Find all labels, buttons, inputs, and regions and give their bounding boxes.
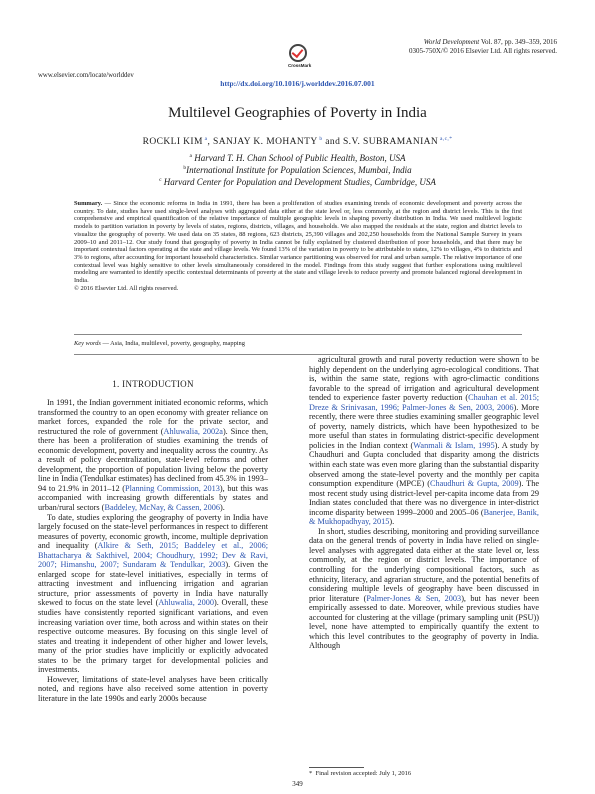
left-column (38, 398, 268, 704)
citation-link[interactable]: Baddeley, McNay, & Cassen, 2006 (104, 503, 220, 513)
body-text: ). The most recent study using district-level per-capita income data from 29 Indian states concluded that there was no divergence in inter-district income disparity between 1999–2000 and 2005–06 ( (309, 479, 539, 517)
abstract-divider (74, 334, 522, 335)
paragraph (38, 398, 268, 513)
page-number: 349 (292, 780, 303, 788)
body-text: ). Since then, there has been a proliferation of studies examining the trends of economic development, poverty and inequality across the country. As a result of policy decentralization, state-level reforms and other development, the proportion of population living below the poverty line in India (Tendulkar estimates) has declined from 45.3% in 1993–94 to 21.9% in 2011–12 ( (38, 426, 269, 493)
author-list (0, 136, 595, 147)
footnote-divider (309, 767, 364, 768)
affiliation-a: $^a$ Harvard T. H. Chan School of Public Health, Boston, USA (189, 153, 406, 163)
body-text: However, limitations of state-level analyses have been critically noted, and regions have also received some attention in poverty literature in the late 1990s and early 2000s because (38, 674, 268, 703)
body-text: ). Overall, these studies have consistently reported significant variations, and even increasing variation over time, both across and within states on their respective outcome measures. By focusing on this single level of states and treating it independent of other higher and lower levels, many of the prior studies have implicitly or explicitly advocated states to be the primary target for developmental policies and investments. (38, 598, 268, 675)
crossmark-label: CrossMark (288, 63, 312, 68)
citation-link[interactable]: Ahluwalia, 2002a (163, 426, 223, 436)
citation-link[interactable]: Wanmali & Islam, 1995 (413, 440, 495, 450)
body-text: In short, studies describing, monitoring and providing surveillance data on the general trends of poverty in India have relied on single-level analyses with aggregated data either at the state level or, less commonly, at the region or district levels. The importance of controlling for the underlying compositional factors, such as ethnicity, literacy, and agrarian structure, and the potential benefits of considering multiple levels of geography have been discussed in prior literature ( (309, 526, 539, 603)
abstract (74, 200, 522, 292)
body-text: ). Given the enlarged scope for state-level initiatives, especially in terms of attracting investment and influencing irrigation and agrarian structure, prior assessments of poverty in India have naturally skewed to focus on the state level ( (38, 560, 268, 608)
section-heading: 1. INTRODUCTION (112, 379, 194, 389)
footnote-text: Final revision accepted: July 1, 2016 (315, 770, 412, 777)
paragraph (38, 675, 268, 704)
crossmark-logo[interactable] (288, 44, 312, 68)
paragraph (309, 355, 539, 527)
doi-link[interactable]: http://dx.doi.org/10.1016/j.worlddev.2016.07.001 (220, 79, 375, 88)
journal-website[interactable]: www.elsevier.com/locate/worlddev (38, 72, 134, 79)
author-affiliation-mark[interactable]: a (202, 136, 208, 142)
journal-volume: Vol. 87, pp. 349–359, 2016 (480, 38, 557, 46)
body-text: ). More recently, there were three studies examining smaller geographic level of poverty, namely districts, which have been hypothesized to be more useful than states in formulating district-specific development policies in the Indian context ( (309, 402, 539, 450)
body-text: ). (389, 517, 395, 527)
citation-link[interactable]: Chaudhuri & Gupta, 2009 (429, 479, 519, 489)
citation-link[interactable]: Palmer-Jones & Sen, 2003 (366, 593, 462, 603)
journal-citation (317, 38, 557, 55)
author-affiliation-mark[interactable]: a,c,* (438, 136, 453, 142)
author-separator: and (322, 137, 343, 148)
author-affiliation-mark[interactable]: b (317, 136, 323, 142)
right-column (309, 355, 539, 651)
body-text: In 1991, the Indian government initiated economic reforms, which transformed the country to an open economy with greater reliance on market forces, expanded the role for the private sector, and restructured the role of government ( (38, 398, 268, 436)
article-title: Multilevel Geographies of Poverty in India (168, 105, 427, 121)
body-text: ). (220, 503, 225, 513)
author-name: SANJAY K. MOHANTY (213, 137, 318, 148)
affiliation-b: $^b$International Institute for Population Sciences, Mumbai, India (183, 165, 412, 175)
footnote (309, 770, 411, 777)
paragraph (38, 513, 268, 675)
abstract-label: Summary. (74, 200, 103, 207)
body-text: ), but has never been empirically assessed to date. Moreover, while previous studies have accounted for clustering at the village (primary sampling unit (PSU)) level, none have attempted to empirically quantify the extent to which this level contributes to the geography of poverty in India. Although (309, 593, 540, 651)
paragraph (309, 527, 539, 651)
crossmark-icon (289, 44, 307, 62)
keywords-text: — Asia, India, multilevel, poverty, geography, mapping (100, 340, 245, 347)
keywords (74, 340, 245, 347)
citation-link[interactable]: Chauhan et al. 2015; Dreze & Srinivasan, 1996; Palmer-Jones & Sen, 2003, 2006 (309, 393, 539, 412)
footnote-mark: * (309, 770, 313, 777)
journal-name: World Development (423, 38, 480, 46)
citation-link[interactable]: Banerjee, Banik, & Mukhopadhyay, 2015 (309, 507, 539, 527)
body-text: To date, studies exploring the geography of poverty in India have largely focused on the state-level performances in respect to different measures of poverty, economic growth, income, multiple deprivation and inequality ( (38, 512, 268, 551)
body-text: ). A study by Chaudhuri and Gupta concluded that disparity among the districts within each state was even more glaring than the substantial disparity observed among the state-level poverty and the monthly per capita consumption expenditure (MPCE) ( (309, 440, 539, 489)
abstract-text: — Since the economic reforms in India in 1991, there has been a proliferation of studies examining trends of economic development and poverty across the country. To date, studies have used single-level analyses with aggregated data either at the state level or, less commonly, at the region and district levels. This is the first comprehensive and empirical quantification of the relative importance of multiple geographic levels in shaping poverty distribution in India. We used multilevel logistic models to partition variation in poverty by levels of states, regions, districts, villages, and households. We also mapped the residuals at the state, region and district levels to visualize the geography of poverty. We used data on 35 states, 88 regions, 623 districts, 25,390 villages and 202,250 households from the National Sample Survey in years 2009–10 and 2011–12. Our study found that geography of poverty in India cannot be fully explained by clustered distribution of poor households, and that there may be important contextual factors operating at the state and village levels. We found 13% of the variation in poverty to be attributable to states, 12% to villages, 4% to districts and 3% to regions, after accounting for important household characteristics. Similar variance partitioning was observed for rural and urban sample. The relative importance of one contextual level was highly sensitive to other levels simultaneously considered in the model. Findings from this study suggest that further explorations using multilevel modeling are warranted to identify specific contextual determinants of poverty at the state and village levels to reduce poverty and promote balanced regional development in India. (74, 200, 522, 285)
copyright: © 2016 Elsevier Ltd. All rights reserved. (74, 284, 179, 292)
keywords-label: Key words (74, 340, 101, 347)
affiliation-c: $^c$ Harvard Center for Population and Development Studies, Cambridge, USA (159, 177, 436, 187)
issn-line: 0305-750X/© 2016 Elsevier Ltd. All rights reserved. (408, 46, 557, 55)
citation-link[interactable]: Ahluwalia, 2000 (158, 598, 214, 608)
author-name: ROCKLI KIM (142, 137, 203, 148)
citation-link[interactable]: Planning Commission, 2013 (124, 483, 220, 493)
author-separator: , (207, 137, 214, 148)
citation-link[interactable]: Alkire & Seth, 2015; Baddeley et al., 2006; Bhattacharya & Sakthivel, 2004; Choudhury, 1992; Dev & Ravi, 2007; Himanshu, 2007; Sundaram & Tendulkar, 2003 (38, 541, 269, 570)
author-name: S.V. SUBRAMANIAN (343, 137, 439, 148)
body-text: agricultural growth and rural poverty reduction were shown to be highly dependent on the underlying agro-ecological conditions. That is, within the same state, regions with agro-climactic conditions favorable to the spread of irrigation and agricultural development tended to experience faster poverty reduction ( (309, 355, 539, 403)
body-text: ), but this was accompanied with increasing growth differentials by states and urban/rural sectors ( (38, 483, 268, 513)
